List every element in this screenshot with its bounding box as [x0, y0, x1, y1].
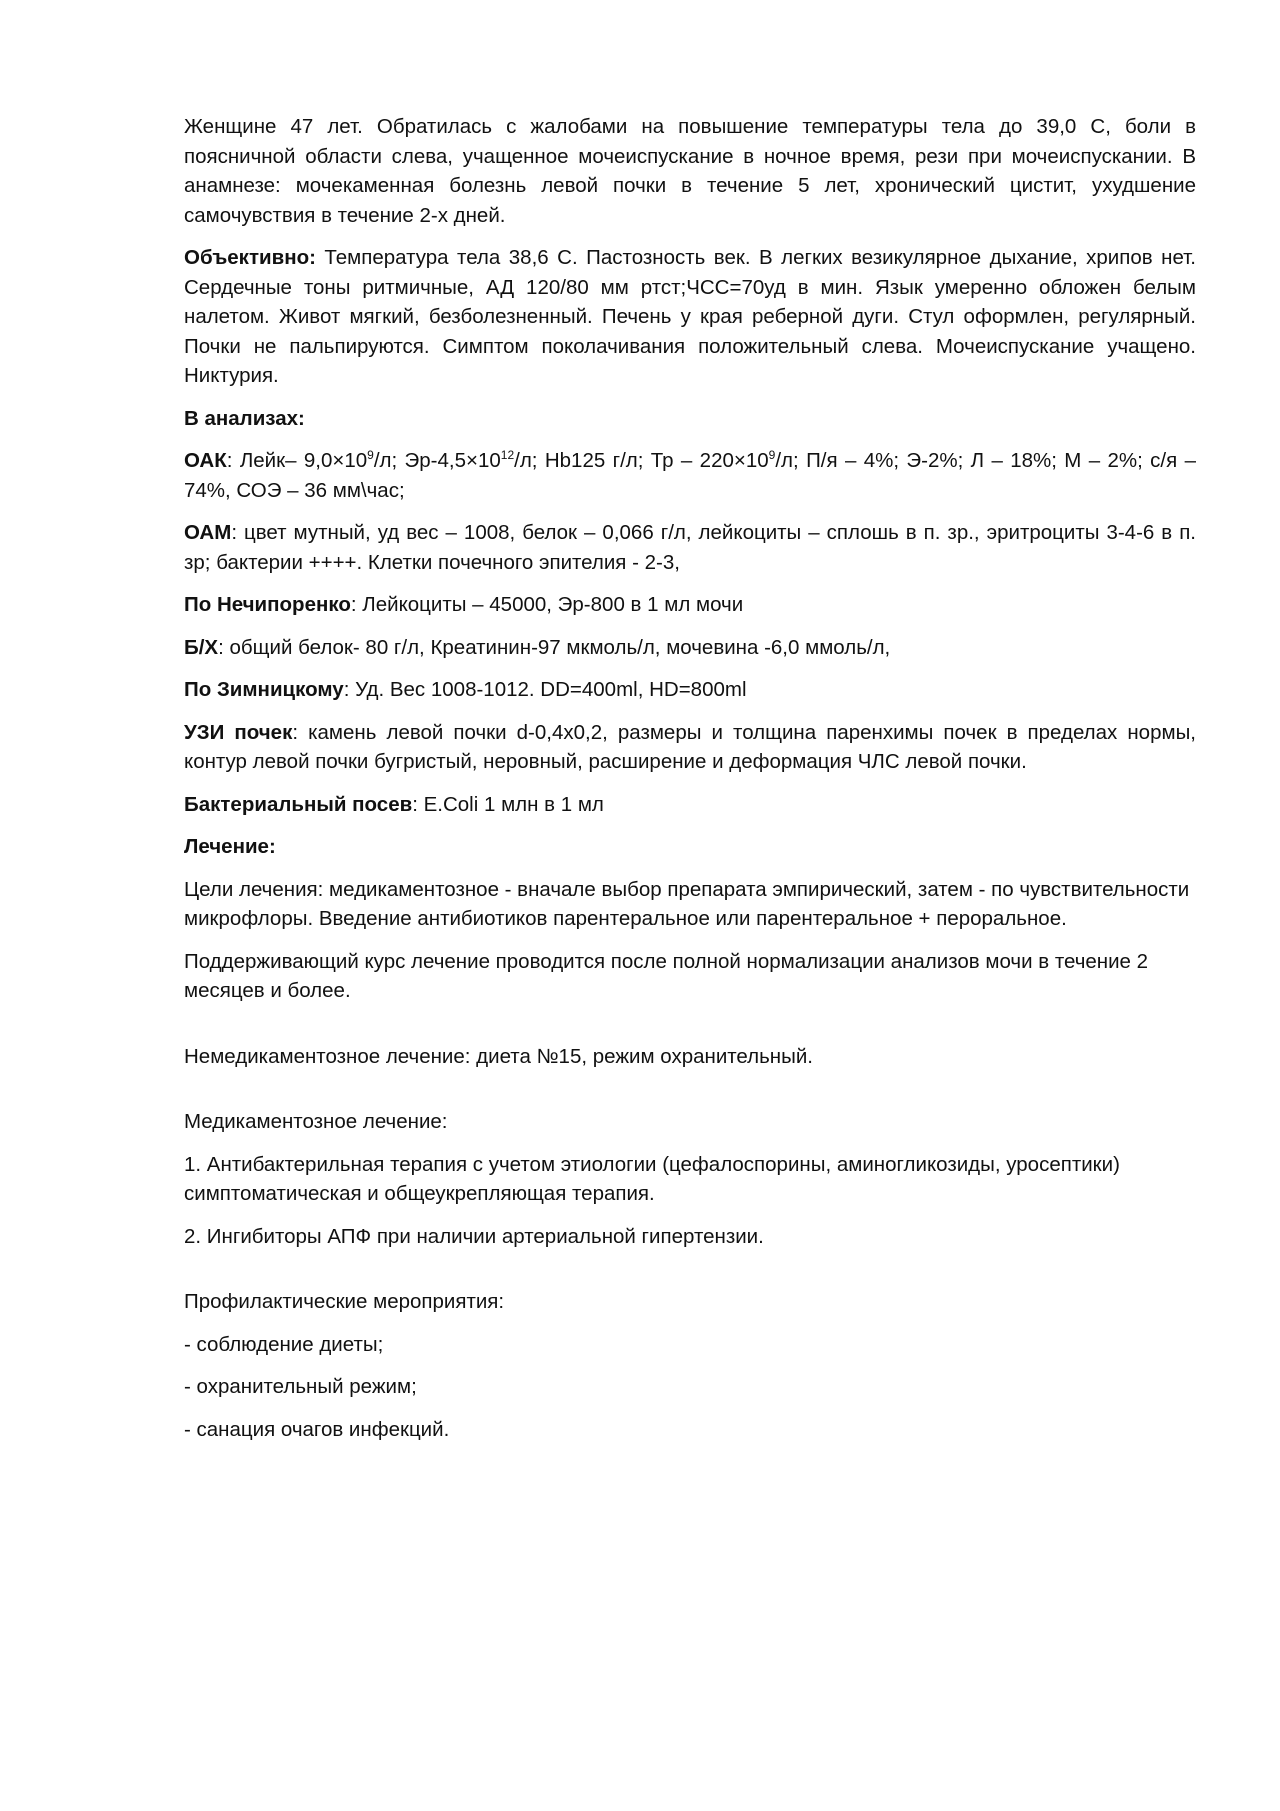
- bacteria-text: : E.Coli 1 млн в 1 мл: [412, 792, 604, 816]
- uzi-text: : камень левой почки d-0,4x0,2, размеры и толщина паренхимы почек в пределах нормы, контур левой почки бугристый, неровный, расширение и деформация ЧЛС левой почки.: [184, 720, 1197, 773]
- treatment-heading: Лечение:: [184, 835, 276, 858]
- drug-item: 2. Ингибиторы АПФ при наличии артериальной гипертензии.: [184, 1224, 764, 1248]
- oam-text: : цвет мутный, уд вес – 1008, белок – 0,066 г/л, лейкоциты – сплошь в п. зр., эритроциты 3-4-6 в п. зр; бактерии ++++. Клетки почечного эпителия - 2-3,: [184, 521, 1196, 574]
- prevention-item: - санация очагов инфекций.: [184, 1417, 450, 1441]
- prevention-item: - охранительный режим;: [184, 1375, 417, 1398]
- oam-label: ОАМ: [184, 521, 232, 544]
- zimnitsky-text: : Уд. Вес 1008-1012. DD=400ml, HD=800ml: [343, 678, 747, 701]
- zimnitsky-section: [184, 675, 1196, 705]
- objective-text: Температура тела 38,6 С. Пастозность век. В легких везикулярное дыхание, хрипов нет. Сердечные тоны ритмичные, АД 120/80 мм ртст;ЧСС=70уд в мин. Язык умеренно обложен белым налетом. Живот мягкий, безболезненный. Печень у края реберной дуги. Стул оформлен, регулярный. Почки не пальпируются. Симптом поколачивания положительный слева. Мочеиспускание учащено. Никтурия.: [184, 246, 1196, 387]
- non-drug-treatment: Немедикаментозное лечение: диета №15, режим охранительный.: [184, 1044, 813, 1068]
- uzi-section: [184, 718, 1196, 777]
- nechiporenko-section: [184, 590, 1196, 620]
- prevention-item: - соблюдение диеты;: [184, 1332, 384, 1356]
- bacteria-section: [184, 790, 1196, 820]
- uzi-label: УЗИ почек: [184, 720, 293, 744]
- document-page: [184, 112, 1196, 1457]
- drug-item: 1. Антибактерильная терапия с учетом этиологии (цефалоспорины, аминогликозиды, уросептики) симптоматическая и общеукрепляющая терапия.: [184, 1152, 1120, 1205]
- objective-label: Объективно:: [184, 246, 316, 269]
- bacteria-label: Бактериальный посев: [184, 792, 413, 816]
- treatment-goals: Цели лечения: медикаментозное - вначале выбор препарата эмпирический, затем - по чувствительности микрофлоры. Введение антибиотиков парентеральное или парентеральное + пероральное.: [184, 877, 1190, 930]
- analyses-heading: В анализах:: [184, 406, 305, 430]
- zimnitsky-label: По Зимницкому: [184, 678, 344, 701]
- drug-treatment-heading: Медикаментозное лечение:: [184, 1110, 448, 1133]
- bh-section: [184, 633, 1196, 663]
- oam-section: [184, 518, 1196, 577]
- nechiporenko-text: : Лейкоциты – 45000, Эр-800 в 1 мл мочи: [350, 593, 744, 616]
- bh-label: Б/Х: [184, 635, 219, 659]
- nechiporenko-label: По Нечипоренко: [184, 593, 351, 616]
- bh-text: : общий белок- 80 г/л, Креатинин-97 мкмоль/л, мочевина -6,0 ммоль/л,: [218, 635, 891, 659]
- prevention-heading: Профилактические мероприятия:: [184, 1290, 505, 1313]
- objective-section: [184, 243, 1196, 391]
- oak-section: ОАК: Лейк– $9,0\times 10^9/л$; $Эр-4,5\times 10^{12}/л$; Hb125 г/л; Тр – $220\times 10^9/л$; П/я – 4%; Э-2%; Л – 18%; М – 2%; с/я – 74%, СОЭ – 36 мм\час;: [184, 448, 1196, 502]
- case-intro: Женщине 47 лет. Обратилась с жалобами на повышение температуры тела до 39,0 С, боли в поясничной области слева, учащенное мочеиспускание в ночное время, рези при мочеиспускании. В анамнезе: мочекаменная болезнь левой почки в течение 5 лет, хронический цистит, ухудшение самочувствия в течение 2-х дней.: [184, 115, 1196, 227]
- maintenance-course: Поддерживающий курс лечение проводится после полной нормализации анализов мочи в течение 2 месяцев и более.: [184, 949, 1149, 1002]
- oak-label: ОАК: [184, 449, 227, 472]
